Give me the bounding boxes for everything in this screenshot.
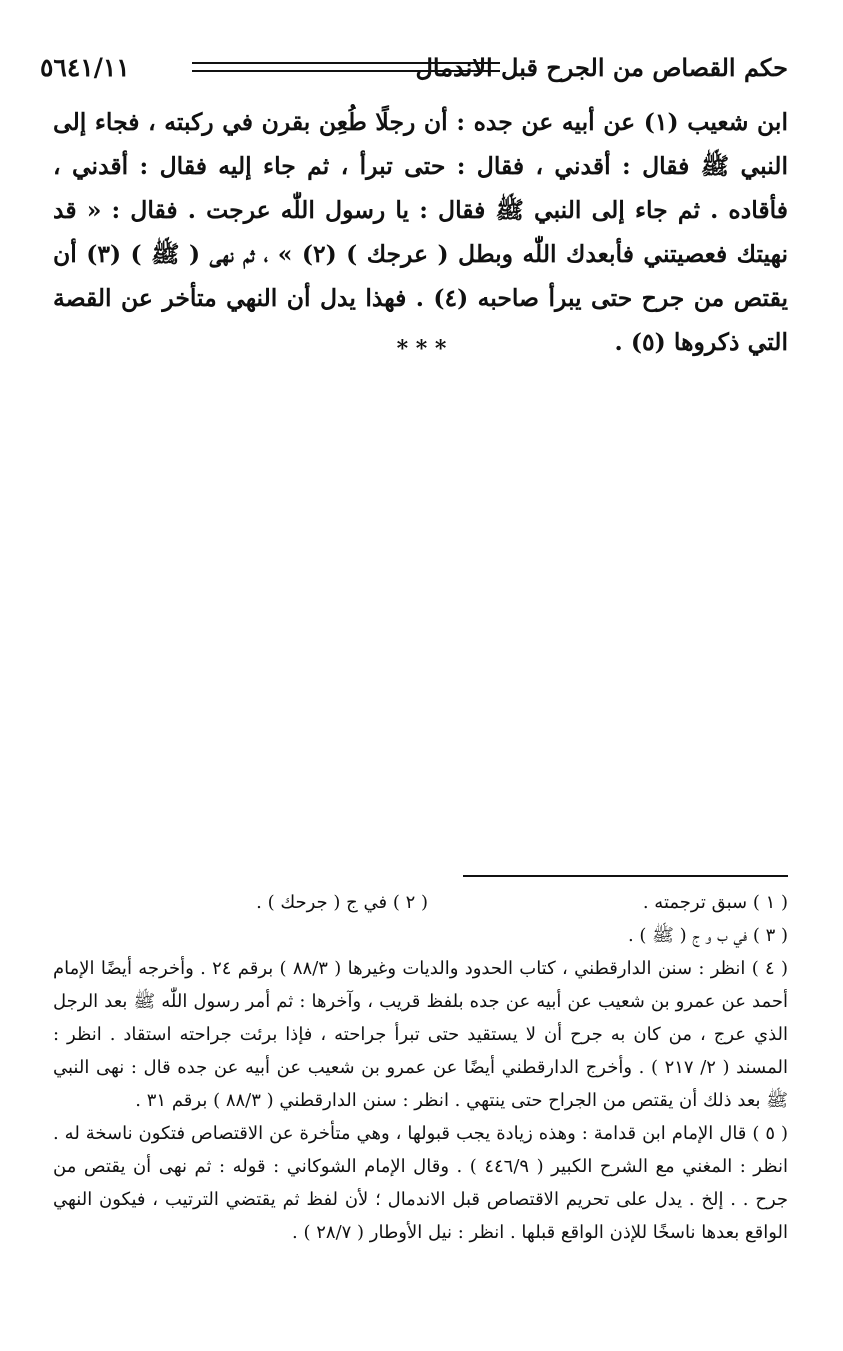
header-title: حكم القصاص من الجرح قبل الاندمال [415, 53, 788, 82]
footnote-row [53, 886, 788, 919]
footnote-divider [463, 875, 788, 877]
footnote-1: ( ١ ) سبق ترجمته . [642, 892, 788, 913]
footnote-3: ( ٣ ) في ب و ج ( ﷺ ) . [627, 925, 788, 946]
header-page-number: ٥٦٤١/١١ [40, 53, 130, 82]
footnote-2: ( ٢ ) في ج ( جرحك ) . [256, 892, 428, 913]
footnote-4: ( ٤ ) انظر : سنن الدارقطني ، كتاب الحدود والديات وغيرها ( ٨٨/٣ ) برقم ٢٤ . وأخرجه أيضًا الإمام أحمد عن عمرو بن شعيب عن أبيه عن جده بلفظ قريب ، وآخرها : ثم أمر رسول اللّٰه ﷺ بعد الرجل الذي عرج ، من كان به جرح أن لا يستقيد حتى تبرأ جراحته ، فإذا برئت جراحته استقاد . انظر : المسند ( ٢/ ٢١٧ ) . وأخرج الدارقطني أيضًا عن عمرو بن شعيب عن أبيه عن جده قال : نهى النبي ﷺ بعد ذلك أن يقتص من الجراح حتى ينتهي . انظر : سنن الدارقطني ( ٨٨/٣ ) برقم ٣١ . [53, 958, 789, 1111]
running-header [40, 50, 788, 90]
header-double-rule [192, 62, 500, 72]
main-paragraph: ابن شعيب (١) عن أبيه عن جده : أن رجلًا طُعِن بقرن في ركبته ، فجاء إلى النبي ﷺ فقال : أقدني ، فقال : حتى تبرأ ، ثم جاء إليه فقال : أقدني ، فأقاده . ثم جاء إلى النبي ﷺ فقال : يا رسول اللّٰه عرجت . فقال : « قد نهيتك فعصيتني فأبعدك اللّٰه وبطل ( عرجك ) (٢) » ، ثم نهى ( ﷺ ) (٣) أن يقتص من جرح حتى يبرأ صاحبه (٤) . فهذا يدل أن النهي متأخر عن القصة التي ذكروها (٥) . [53, 108, 788, 356]
main-text-block [53, 100, 788, 364]
footnotes-block [53, 886, 788, 1249]
footnote-5: ( ٥ ) قال الإمام ابن قدامة : وهذه زيادة يجب قبولها ، وهي متأخرة عن الاقتصاص فتكون ناسخة له . انظر : المغني مع الشرح الكبير ( ٤٤٦/٩ ) . وقال الإمام الشوكاني : قوله : ثم نهى أن يقتص من جرح . . إلخ . يدل على تحريم الاقتصاص قبل الاندمال ؛ لأن لفظ ثم يقتضي الترتيب ، فيكون النهي الواقع بعدها ناسخًا للإذن الواقع قبلها . انظر : نيل الأوطار ( ٢٨/٧ ) . [53, 1123, 788, 1243]
section-separator: * * * [396, 336, 447, 362]
